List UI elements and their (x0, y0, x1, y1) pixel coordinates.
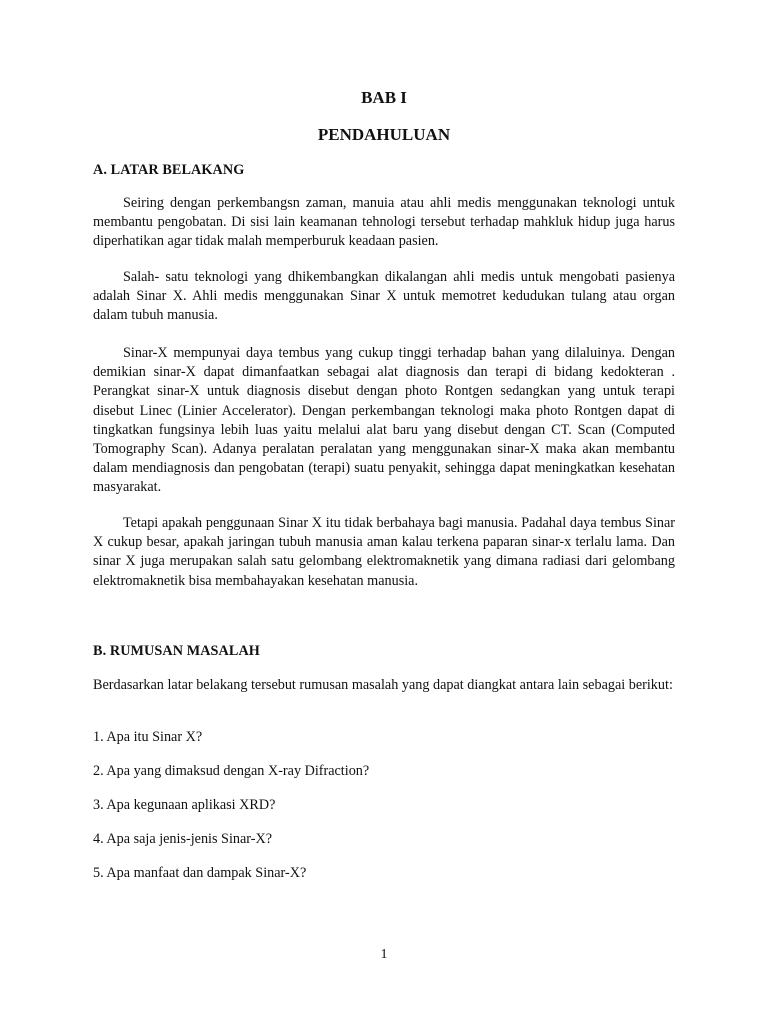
section-b-heading: B. RUMUSAN MASALAH (93, 643, 260, 659)
problem-intro: Berdasarkan latar belakang tersebut rumusan masalah yang dapat diangkat antara lain sebagai berikut: (93, 677, 673, 693)
list-item: 2. Apa yang dimaksud dengan X-ray Difraction? (93, 762, 370, 779)
list-item: 3. Apa kegunaan aplikasi XRD? (93, 796, 276, 813)
paragraph-3: Sinar-X mempunyai daya tembus yang cukup tinggi terhadap bahan yang dilaluinya. Dengan demikian sinar-X dapat dimanfaatkan sebagai alat diagnosis dan terapi di bidang kedokteran . Perangkat sinar-X untuk diagnosis disebut dengan photo Rontgen sedangkan yang untuk terapi disebut Linec (Linier Accelerator). Dengan perkembangan teknologi maka photo Rontgen dapat di tingkatkan fungsinya lebih luas yaitu melalui alat baru yang disebut dengan CT. Scan (Computed Tomography Scan). Adanya peralatan peralatan yang menggunakan sinar-X maka akan membantu dalam mendiagnosis dan pengobatan (terapi) suatu penyakit, sehingga dapat meningkatkan kesehatan masyarakat. (93, 345, 675, 496)
document-page (93, 0, 675, 1024)
chapter-number: BAB I (361, 88, 407, 107)
list-item: 4. Apa saja jenis-jenis Sinar-X? (93, 830, 272, 847)
paragraph-2: Salah- satu teknologi yang dhikembangkan dikalangan ahli medis untuk mengobati pasienya adalah Sinar X. Ahli medis menggunakan Sinar X untuk memotret kedudukan tulang atau organ dalam tubuh manusia. (93, 269, 675, 324)
paragraph-1: Seiring dengan perkembangsn zaman, manuia atau ahli medis menggunakan teknologi untuk membantu pengobatan. Di sisi lain keamanan tehnologi tersebut terhadap mahkluk hidup juga harus diperhatikan agar tidak malah memperburuk keadaan pasien. (93, 195, 675, 250)
section-a-heading: A. LATAR BELAKANG (93, 162, 245, 178)
list-item: 1. Apa itu Sinar X? (93, 729, 203, 745)
page-number: 1 (380, 947, 388, 962)
question-list (93, 728, 369, 898)
list-item: 5. Apa manfaat dan dampak Sinar-X? (93, 864, 307, 881)
paragraph-4: Tetapi apakah penggunaan Sinar X itu tidak berbahaya bagi manusia. Padahal daya tembus Sinar X cukup besar, apakah jaringan tubuh manusia aman kalau terkena paparan sinar-x terlalu lama. Dan sinar X juga merupakan salah satu gelombang elektromaknetik yang dimana radiasi dari gelombang elektromaknetik bisa membahayakan kesehatan manusia. (93, 515, 675, 589)
chapter-title: PENDAHULUAN (317, 125, 451, 144)
